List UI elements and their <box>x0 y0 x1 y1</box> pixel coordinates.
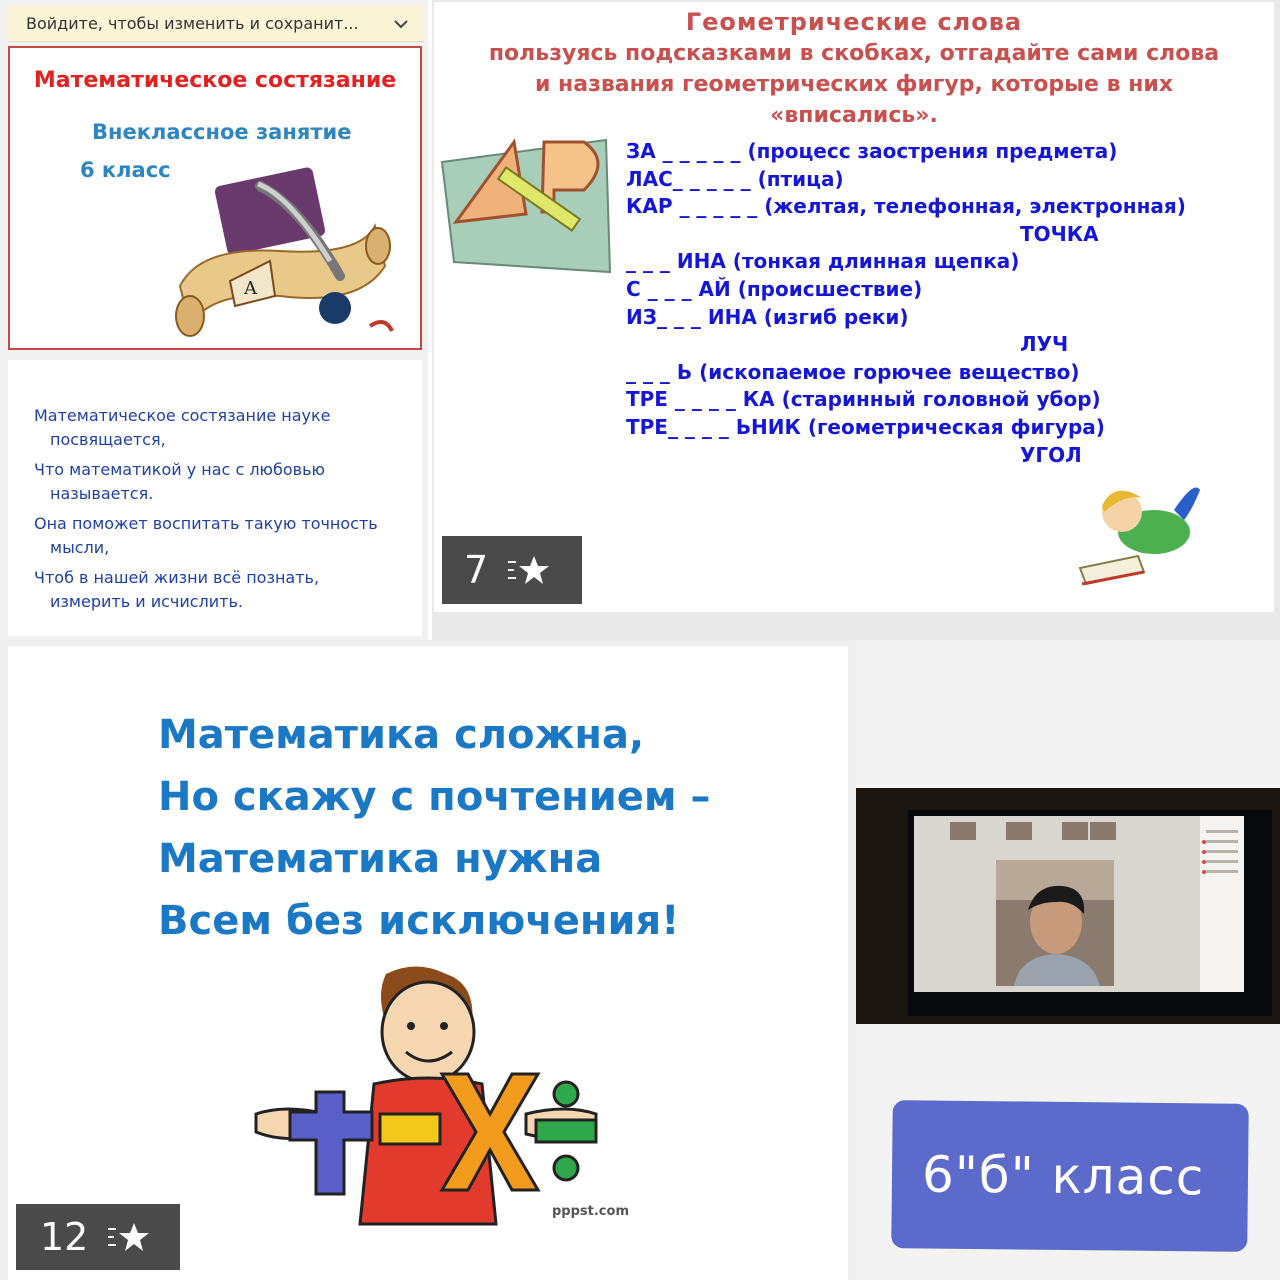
puzzle-line: ЗА _ _ _ _ _ (процесс заострения предмета) <box>626 139 1118 163</box>
participants-sidebar <box>1200 816 1244 992</box>
geometric-words-intro <box>454 38 1254 131</box>
slide-number-badge[interactable] <box>16 1204 180 1270</box>
geometric-words-slide <box>434 2 1274 612</box>
participant-row <box>1206 870 1238 873</box>
star-sparkle-icon <box>106 1219 150 1255</box>
participant-row <box>1206 840 1238 843</box>
scroll-quill-illustration <box>160 166 400 346</box>
video-call-screen <box>914 816 1244 992</box>
puzzle-answer: УГОЛ <box>1020 442 1082 467</box>
participant-thumbnail <box>1090 822 1116 840</box>
puzzle-line: _ _ _ Ь (ископаемое горючее вещество) <box>626 359 1080 384</box>
participant-thumbnail <box>950 822 976 840</box>
math-poem-slide <box>8 646 848 1280</box>
puzzle-line: ЛАС_ _ _ _ _ (птица) <box>626 166 844 191</box>
puzzle-line: ТРЕ_ _ _ _ ЬНИК (геометрическая фигура) <box>626 414 1105 439</box>
slide-subtitle: Внеклассное занятие <box>92 120 352 144</box>
participant-row <box>1206 860 1238 863</box>
puzzle-answer: ЛУЧ <box>1020 332 1069 357</box>
chevron-down-icon[interactable] <box>392 15 410 33</box>
ruler-protractor-illustration <box>434 122 624 282</box>
slide-panel-geometric-words <box>432 0 1280 640</box>
poem-line: Она поможет воспитать такую точность мысли, <box>34 514 378 557</box>
slide-number-badge[interactable] <box>442 536 582 604</box>
word-puzzle-list <box>626 138 1186 469</box>
student-silhouette <box>996 860 1114 986</box>
reading-boy-illustration <box>1074 460 1204 590</box>
dedication-poem <box>8 360 422 636</box>
class-label: 6"б" класс <box>891 1100 1249 1252</box>
slide-panel-title <box>0 0 428 640</box>
participant-row <box>1206 830 1238 833</box>
puzzle-line: КАР _ _ _ _ _ (желтая, телефонная, электронная) <box>626 194 1186 219</box>
participant-thumbnail <box>1006 822 1032 840</box>
math-poem-line: Математика сложна, <box>158 712 645 758</box>
puzzle-line: ТРЕ _ _ _ _ КА (старинный головной убор) <box>626 387 1101 412</box>
title-slide <box>8 46 422 350</box>
participant-row <box>1206 850 1238 853</box>
slide-number: 12 <box>40 1215 89 1259</box>
intro-line: пользуясь подсказками в скобках, отгадайте сами слова <box>488 41 1220 66</box>
math-poem-line: Математика нужна <box>158 836 603 882</box>
slide-number: 7 <box>464 548 489 592</box>
puzzle-line: ИЗ_ _ _ ИНА (изгиб реки) <box>626 304 909 329</box>
poem-line: Математическое состязание науке посвящается, <box>34 406 331 449</box>
puzzle-line: _ _ _ ИНА (тонкая длинная щепка) <box>626 249 1020 274</box>
geometric-words-title: Геометрические слова <box>685 8 1023 36</box>
puzzle-answer: ТОЧКА <box>1020 221 1099 246</box>
sign-in-banner-text: Войдите, чтобы изменить и сохранит... <box>26 14 359 33</box>
math-poem <box>158 704 710 952</box>
math-poem-line: Но скажу с почтением – <box>158 774 711 820</box>
puzzle-line: С _ _ _ АЙ (происшествие) <box>626 276 923 301</box>
slide-panel-math-poem <box>0 640 856 1280</box>
image-credit: pppst.com <box>552 1204 629 1219</box>
slide-grade: 6 класс <box>80 158 171 182</box>
intro-line: «вписались». <box>770 103 938 128</box>
math-poem-line: Всем без исключения! <box>158 898 680 944</box>
video-call-photo <box>856 788 1280 1024</box>
svg-text:A: A <box>244 278 257 299</box>
participant-thumbnail <box>1062 822 1088 840</box>
intro-line: и названия геометрических фигур, которые в них <box>534 72 1174 97</box>
slide-title: Математическое состязание <box>33 68 397 93</box>
poem-line: Чтоб в нашей жизни всё познать, измерить и исчислить. <box>34 568 320 611</box>
sign-in-banner[interactable] <box>8 6 424 42</box>
video-call-panel <box>856 640 1280 1280</box>
active-speaker-video <box>996 860 1114 986</box>
poem-line: Что математикой у нас с любовью называется. <box>34 460 325 503</box>
star-sparkle-icon <box>506 552 550 588</box>
